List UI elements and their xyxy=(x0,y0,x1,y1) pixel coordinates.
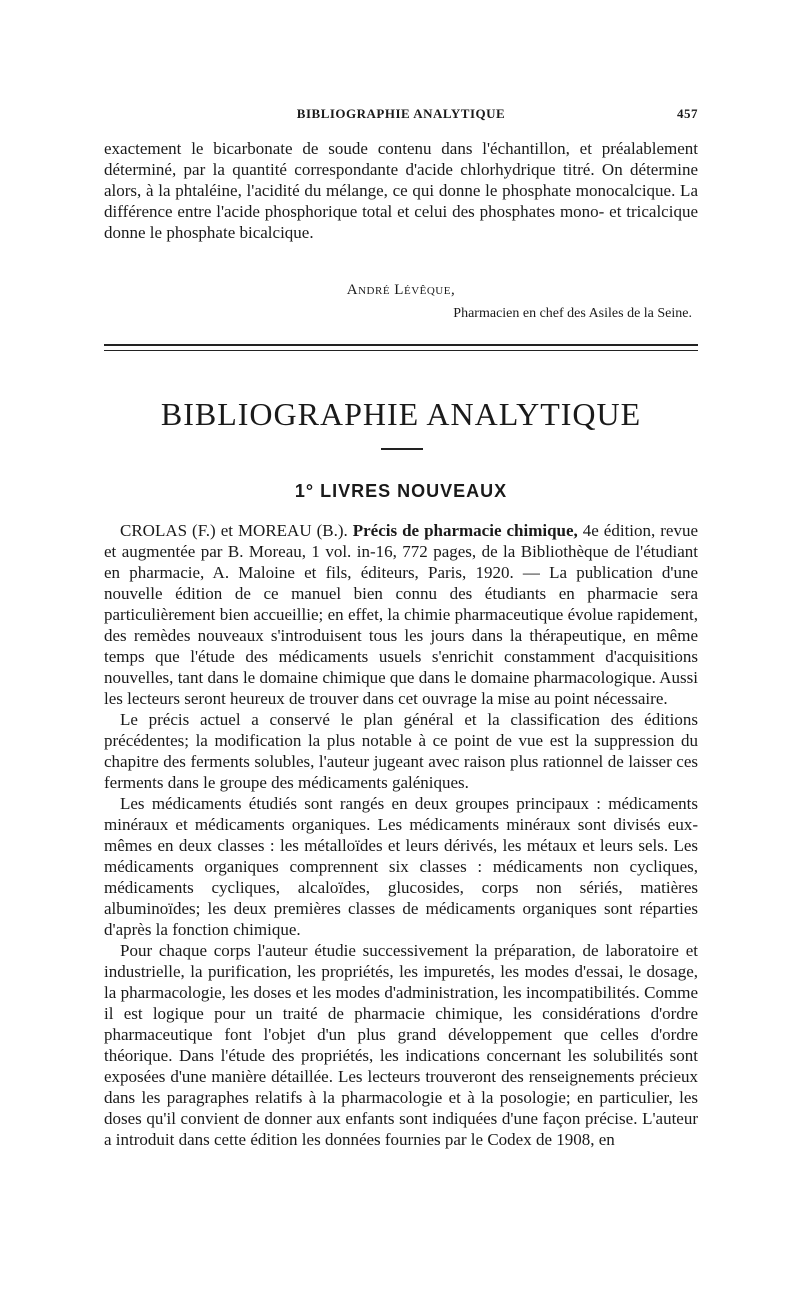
intro-block xyxy=(104,138,698,243)
book-title: Précis de pharmacie chimique, xyxy=(352,521,578,540)
review-block xyxy=(104,520,698,1150)
intro-paragraph: exactement le bicarbonate de soude contenu dans l'échantillon, et préalablement déterminé, par la quantité correspondante d'acide chlorhydrique titré. On détermine alors, à la phtaléine, l'acidité du mélange, ce qui donne le phosphate monocalcique. La différence entre l'acide phosphorique total et celui des phosphates mono- et tricalcique donne le phosphate bicalcique. xyxy=(104,139,698,242)
review-paragraph-1 xyxy=(104,520,698,709)
title-underline xyxy=(381,448,423,450)
review-paragraph-1-text: 4e édition, revue et augmentée par B. Moreau, 1 vol. in-16, 772 pages, de la Bibliothèque de l'étudiant en pharmacie, A. Maloine et fils, éditeurs, Paris, 1920. — La publication d'une nouvelle édition de ce manuel bien connu des étudiants en pharmacie sera particulièrement bien accueillie; en effet, la chimie pharmaceutique évolue rapidement, des remèdes nouveaux s'introduisent tous les jours dans la thérapeutique, en même temps que l'étude des médicaments usuels s'enrichit constamment d'acquisitions nouvelles, tant dans le domaine chimique que dans le domaine pharmacologique. Aussi les lecteurs seront heureux de trouver dans cet ouvrage la mise au point nécessaire. xyxy=(104,521,699,708)
review-paragraph-2: Le précis actuel a conservé le plan général et la classification des éditions précédentes; la modification la plus notable à ce point de vue est la suppression du chapitre des ferments solubles, l'auteur jugeant avec raison plus rationnel de laisser ces ferments dans le groupe des médicaments galéniques. xyxy=(104,710,698,792)
review-paragraph-3: Les médicaments étudiés sont rangés en deux groupes principaux : médicaments minéraux et médicaments organiques. Les médicaments minéraux sont divisés eux-mêmes en deux classes : les métalloïdes et leurs dérivés, les métaux et leurs sels. Les médicaments organiques comprennent six classes : médicaments non cycliques, médicaments cycliques, alcaloïdes, glucosides, corps non sériés, matières albuminoïdes; les deux premières classes de médicaments organiques sont réparties d'après la fonction chimique. xyxy=(104,794,698,939)
author-affiliation: Pharmacien en chef des Asiles de la Seine. xyxy=(453,306,692,321)
review-authors: CROLAS (F.) et MOREAU (B.). xyxy=(120,521,348,540)
section-title: BIBLIOGRAPHIE ANALYTIQUE xyxy=(160,396,642,432)
author-signature xyxy=(104,282,698,299)
section-divider-thin xyxy=(104,350,698,351)
running-head xyxy=(104,106,698,126)
review-paragraph-4: Pour chaque corps l'auteur étudie successivement la préparation, de laboratoire et industrielle, la purification, les propriétés, les impuretés, les modes d'essai, le dosage, la pharmacologie, les doses et les modes d'administration, les incompatibilités. Comme il est logique pour un traité de pharmacie chimique, les considérations d'ordre pharmaceutique font l'objet d'un plus grand développement que celles d'ordre théorique. Dans l'étude des propriétés, les indications concernant les solubilités sont exposées d'une manière détaillée. Les lecteurs trouveront des renseignements précieux dans les paragraphes relatifs à la pharmacologie et à la posologie; en particulier, les doses qu'il convient de donner aux enfants sont indiquées d'une façon précise. L'auteur a introduit dans cette édition les données fournies par le Codex de 1908, en xyxy=(104,941,698,1149)
running-title: BIBLIOGRAPHIE ANALYTIQUE xyxy=(296,106,506,121)
section-divider-thick xyxy=(104,344,698,346)
subsection-title: 1° LIVRES NOUVEAUX xyxy=(294,481,508,501)
page-number: 457 xyxy=(677,106,698,121)
author-name: André Lévêque, xyxy=(346,282,456,298)
